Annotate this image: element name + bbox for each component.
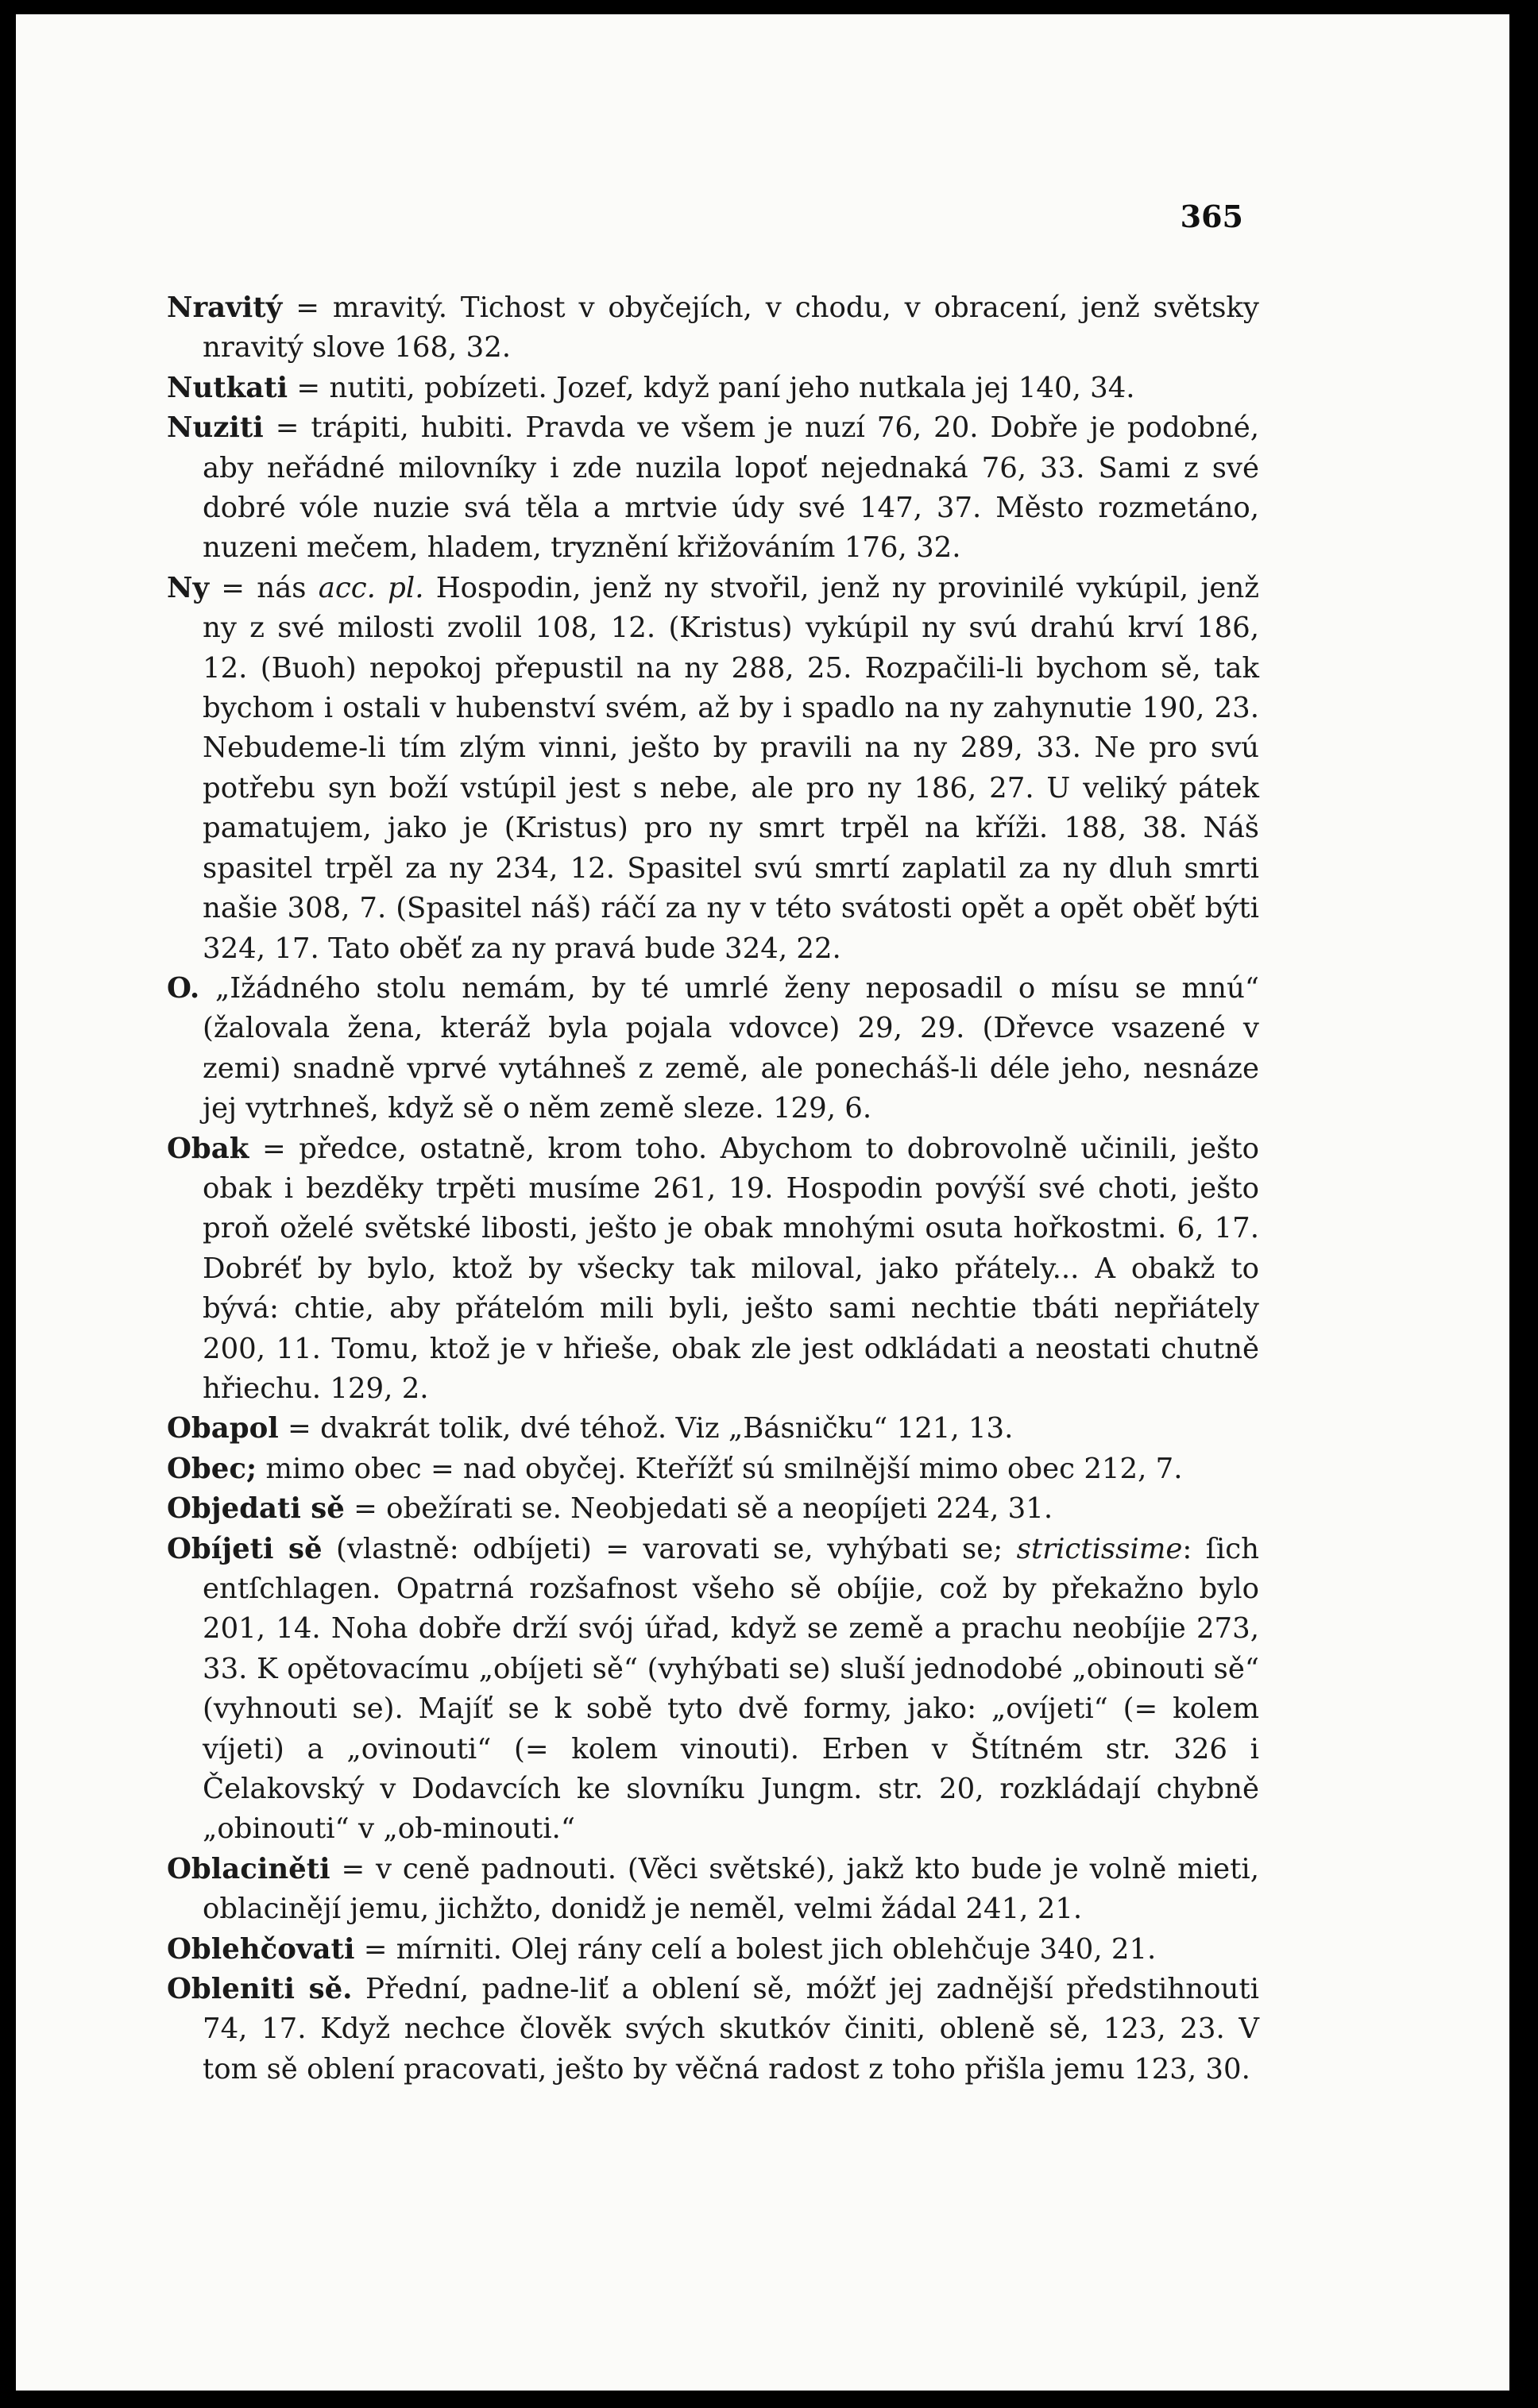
definition: = dvakrát tolik, dvé téhož. Viz „Básničku“ 121, 13. [278, 1412, 1014, 1445]
definition: = nás [209, 571, 319, 604]
headword: Obak [167, 1132, 249, 1165]
book-page [16, 14, 1509, 2391]
headword: Nutkati [167, 371, 288, 404]
definition: „Ižádného stolu nemám, by té umrlé ženy neposadil o mísu se mnú“ (žalovala žena, kteráž byla pojala vdovce) 29, 29. (Dřevce vsazené v zemi) snadně vprvé vytáhneš z země, ale ponecháš-li déle jeho, nesnáze jej vytrhneš, když sě o něm země sleze. 129, 6. [199, 971, 1259, 1125]
headword: Obec; [167, 1452, 257, 1485]
headword: Oblehčovati [167, 1932, 355, 1966]
definition-cont: : ſich entſchlagen. Opatrná rozšafnost všeho sě obíjie, což by překažno bylo 201, 14. Noha dobře drží svój úřad, když se země a prachu neobíjie 273, 33. K opětovacímu „obíjeti sě“ (vyhýbati se) sluší jednodobé „obinouti sě“ (vyhnouti se). Majíť se k sobě tyto dvě formy, jako: „ovíjeti“ (= kolem víjeti) a „ovinouti“ (= kolem vinouti). Erben v Štítném str. 326 i Čelakovský v Dodavcích ke slovníku Jungm. str. 20, rozkládají chybně „obinouti“ v „ob-minouti.“ [203, 1532, 1260, 1846]
entry-obapol [167, 1409, 1259, 1449]
headword: Nuziti [167, 411, 264, 445]
entry-obec [167, 1449, 1259, 1489]
entry-nuziti [167, 408, 1259, 569]
page-number: 365 [1180, 199, 1243, 234]
headword: Obleniti sě. [167, 1973, 353, 2006]
definition: Přední, padne-liť a oblení sě, móžť jej zadnější předstihnouti 74, 17. Když nechce člověk svých skutkóv činiti, obleně sě, 123, 23. V tom sě oblení pracovati, ješto by věčná radost z toho přišla jemu 123, 30. [203, 1973, 1259, 2086]
dictionary-entries [167, 288, 1259, 2090]
entry-nravity [167, 288, 1259, 369]
definition: = mravitý. Tichost v obyčejích, v chodu, v obracení, jenž světsky nravitý slove 168, 32. [203, 291, 1259, 365]
entry-objedati-se [167, 1489, 1259, 1529]
headword: Oblaciněti [167, 1852, 330, 1885]
definition-cont: Hospodin, jenž ny stvořil, jenž ny provinilé vykúpil, jenž ny z své milosti zvolil 108, 12. (Kristus) vykúpil ny svú drahú krví 186, 12. (Buoh) nepokoj přepustil na ny 288, 25. Rozpačili-li bychom sě, tak bychom i ostali v hubenství svém, až by i spadlo na ny zahynutie 190, 23. Nebudeme-li tím zlým vinni, ješto by pravili na ny 289, 33. Ne pro svú potřebu syn boží vstúpil jest s nebe, ale pro ny 186, 27. U veliký pátek pamatujem, jako je (Kristus) pro ny smrt trpěl na kříži. 188, 38. Náš spasitel trpěl za ny 234, 12. Spasitel svú smrtí zaplatil za ny dluh smrti našie 308, 7. (Spasitel náš) ráčí za ny v této svátosti opět a opět oběť býti 324, 17. Tato oběť za ny pravá bude 324, 22. [203, 571, 1259, 965]
entry-o [167, 969, 1259, 1129]
headword: Ny [167, 571, 210, 604]
entry-obleniti-se [167, 1970, 1259, 2090]
definition: = trápiti, hubiti. Pravda ve všem je nuzí 76, 20. Dobře je podobné, aby neřádné milovníky i zde nuzila lopoť nejednaká 76, 33. Sami z své dobré vóle nuzie svá těla a mrtvie údy své 147, 37. Město rozmetáno, nuzeni mečem, hladem, tryznění křižováním 176, 32. [203, 411, 1259, 565]
headword: Obíjeti sě [167, 1532, 323, 1565]
grammar-note: strictissime [1016, 1532, 1183, 1565]
entry-oblehcovati [167, 1930, 1259, 1970]
definition: (vlastně: odbíjeti) = varovati se, vyhýbati se; [322, 1532, 1017, 1565]
entry-ny [167, 569, 1259, 969]
definition: = nutiti, pobízeti. Jozef, když paní jeho nutkala jej 140, 34. [288, 371, 1135, 404]
definition: = předce, ostatně, krom toho. Abychom to dobrovolně učinili, ješto obak i bezděky trpěti musíme 261, 19. Hospodin povýší své choti, ješto proň oželé světské libosti, ješto je obak mnohými osuta hořkostmi. 6, 17. Dobréť by bylo, ktož by všecky tak miloval, jako přátely... A obakž to bývá: chtie, aby přátelóm mili byli, ješto sami nechtie tbáti nepřiátely 200, 11. Tomu, ktož je v hřieše, obak zle jest odkládati a neostati chutně hřiechu. 129, 2. [203, 1132, 1259, 1405]
headword: Obapol [167, 1412, 279, 1445]
definition: = obežírati se. Neobjedati sě a neopíjeti 224, 31. [344, 1492, 1053, 1526]
entry-obijeti-se [167, 1530, 1259, 1850]
entry-oblacineti [167, 1850, 1259, 1930]
headword: O. [167, 971, 200, 1005]
headword: Objedati sě [167, 1492, 345, 1526]
grammar-note: acc. pl. [318, 571, 424, 604]
definition: = mírniti. Olej rány celí a bolest jich oblehčuje 340, 21. [354, 1932, 1157, 1966]
definition: mimo obec = nad obyčej. Kteřížť sú smilnější mimo obec 212, 7. [257, 1452, 1183, 1485]
headword: Nravitý [167, 291, 283, 324]
entry-nutkati [167, 369, 1259, 408]
entry-obak [167, 1129, 1259, 1410]
definition: = v ceně padnouti. (Věci světské), jakž kto bude je volně mieti, oblacinějí jemu, jichžto, donidž je neměl, velmi žádal 241, 21. [203, 1852, 1259, 1926]
